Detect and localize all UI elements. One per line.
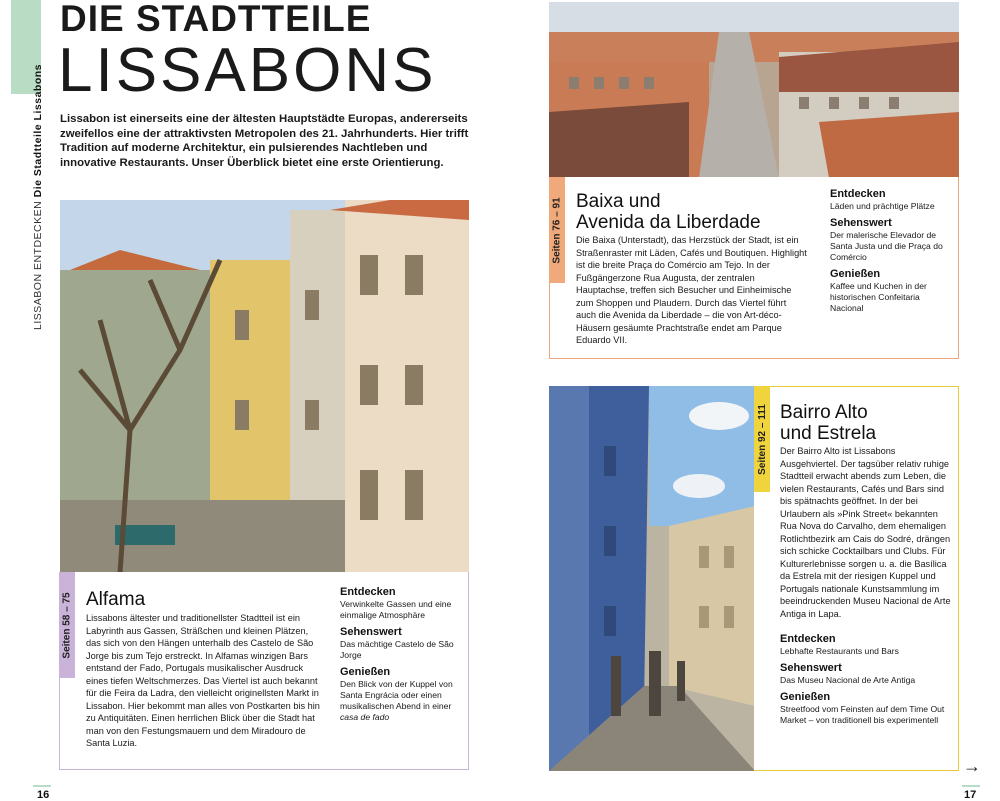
- spine-chapter: Die Stadtteile Lissabons: [32, 64, 44, 198]
- bairro-alto-title: [780, 402, 950, 444]
- chapter-spine-label: [32, 64, 47, 330]
- baixa-explore-text: Läden und prächtige Plätze: [830, 201, 935, 211]
- bairro-alto-explore-text: Lebhafte Restaurants und Bars: [780, 646, 899, 656]
- bairro-alto-highlights: [780, 633, 952, 731]
- bairro-alto-title-line2: und Estrela: [780, 423, 877, 444]
- page-number-left: 16: [37, 789, 50, 801]
- baixa-enjoy-text: Kaffee und Kuchen in der historischen Confeitaria Nacional: [830, 281, 927, 313]
- bairro-alto-sights-text: Das Museu Nacional de Arte Antiga: [780, 675, 916, 685]
- baixa-photo: [549, 2, 959, 178]
- alfama-explore-heading: Entdecken: [340, 586, 396, 598]
- baixa-explore-heading: Entdecken: [830, 188, 886, 200]
- page-number-rule-left: [33, 785, 51, 787]
- baixa-highlights: [830, 188, 955, 319]
- baixa-body: Die Baixa (Unterstadt), das Herzstück der Stadt, ist ein Straßenraster mit Läden, Cafés und Boutiquen. Highlight ist die breite Praça do Comércio am Tejo. In der Fußgängerzone Rua Augusta, der zentralen Hauptachse, treffen sich Besucher und Einheimische zum Shoppen und Plaudern. Durch das Viertel führt auch die Avenida da Liberdade – die von Art-déco-Häusern gesäumte Prachtstraße endet am Parque Eduardo VII.: [576, 235, 807, 345]
- baixa-title: [576, 191, 826, 233]
- alfama-sights-text: Das mächtige Castelo de São Jorge: [340, 639, 454, 660]
- next-page-arrow-icon[interactable]: →: [963, 756, 981, 776]
- baixa-pages: Seiten 76 – 91: [551, 196, 563, 264]
- bairro-alto-enjoy-heading: Genießen: [780, 691, 831, 703]
- page-number-right: 17: [964, 789, 977, 801]
- bairro-alto-title-line1: Bairro Alto: [780, 402, 868, 423]
- alfama-pages-tab[interactable]: [59, 572, 75, 678]
- page-title: DIE STADTTEILE: [60, 0, 372, 39]
- page-subtitle: LISSABONS: [58, 36, 437, 105]
- baixa-enjoy-heading: Genießen: [830, 268, 881, 280]
- alfama-title: Alfama: [86, 589, 146, 610]
- bairro-alto-body: Der Bairro Alto ist Lissabons Ausgehviertel. Der tagsüber relativ ruhige Stadtteil erwacht abends zum Leben, die vielen Restaurants, Cafés und Bars sind bis spätnachts geöffnet. In der bei Urlaubern als »Pink Street« bekannten Rua Nova do Carvalho, dem ehemaligen Rotlichtbezirk am Cais do Sodré, drängen sich schicke Cocktailbars und Clubs. Für Kulturerlebnisse sorgen u. a. die Basílica da Estrela mit der riesigen Kuppel und Portugals nationale Kunstsammlung im beeindruckenden Museu Nacional de Arte Antiga in Lapa.: [780, 446, 951, 619]
- bairro-alto-pages-tab[interactable]: [754, 386, 770, 492]
- baixa-sights-text: Der malerische Elevador de Santa Justa und die Praça do Comércio: [830, 230, 943, 262]
- baixa-sights-heading: Sehenswert: [830, 217, 892, 229]
- alfama-illustration: [60, 200, 469, 573]
- alfama-sights-heading: Sehenswert: [340, 626, 402, 638]
- alfama-pages: Seiten 58 – 75: [61, 591, 73, 659]
- alfama-enjoy-text: Den Blick von der Kuppel von Santa Engrácia oder einen musikalischen Abend in einer casa de fado: [340, 679, 453, 722]
- bairro-alto-pages: Seiten 92 – 111: [756, 403, 768, 475]
- intro-paragraph: Lissabon ist einerseits eine der ältesten Hauptstädte Europas, andererseits zweifellos eine der attraktivsten Metropolen des 21. Jahrhunderts. Hier trifft Tradition auf moderne Architektur, ein pulsierendes Nachtleben und innovative Restaurants. Unser Überblick bietet eine erste Orientierung.: [60, 113, 469, 169]
- baixa-title-line2: Avenida da Liberdade: [576, 212, 761, 233]
- spine-section: LISSABON ENTDECKEN: [32, 200, 44, 330]
- bairro-alto-sights-heading: Sehenswert: [780, 662, 842, 674]
- baixa-illustration: [549, 2, 959, 178]
- bairro-alto-explore-heading: Entdecken: [780, 633, 836, 645]
- bairro-alto-enjoy-text: Streetfood vom Feinsten auf dem Time Out Market – von traditionell bis experimentell: [780, 704, 945, 725]
- alfama-enjoy-heading: Genießen: [340, 666, 391, 678]
- alfama-photo: [60, 200, 469, 573]
- baixa-title-line1: Baixa und: [576, 191, 661, 212]
- page-number-rule-right: [962, 785, 980, 787]
- alfama-highlights: [340, 586, 465, 728]
- bairro-alto-illustration: [549, 386, 755, 771]
- bairro-alto-photo: [549, 386, 755, 771]
- baixa-pages-tab[interactable]: [549, 177, 565, 283]
- alfama-body: Lissabons ältester und traditionellster Stadtteil ist ein Labyrinth aus Gassen, Sträßchen und kleinen Plätzen, das sich von den Hängen unterhalb des Castelo de São Jorge bis zum Tejo erstreckt. In Alfamas winzigen Bars entstand der Fado, Portugals musikalischer Ausdruck eines tiefen Weltschmerzes. Das Viertel ist auch bekannt für die Feira da Ladra, den vielleicht originellsten Markt in Lissabon. Hier bekommt man alles von Postkarten bis hin zu Antiquitäten. Einen herrlichen Blick über die Stadt hat man von den Festungsmauern und dem Miradouro de Santa Luzia.: [86, 613, 320, 748]
- alfama-explore-text: Verwinkelte Gassen und eine einmalige Atmosphäre: [340, 599, 452, 620]
